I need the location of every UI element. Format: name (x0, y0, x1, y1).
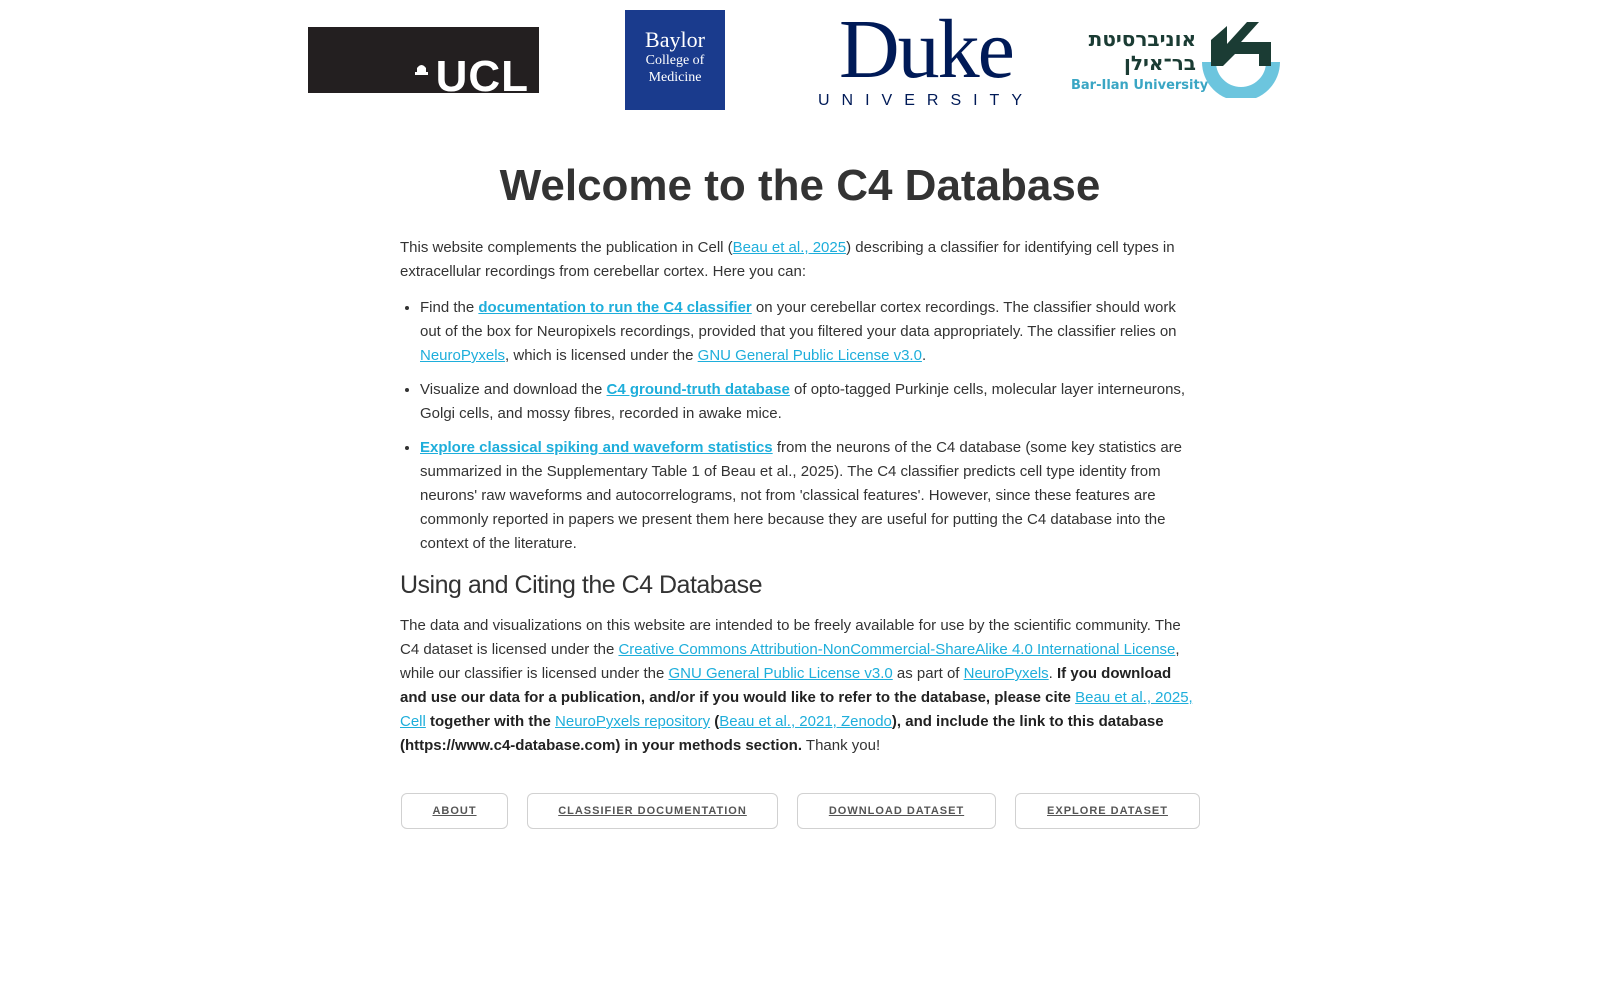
neuropyxels-link[interactable]: NeuroPyxels (420, 347, 506, 364)
thank-you-text: Thank you! (802, 737, 881, 754)
baylor-logo (625, 10, 725, 110)
item-text: . (921, 347, 927, 364)
citing-text: The data and visualizations on this website are intended to be freely available for use by the scientific community. The C4 dataset is licensed under the (400, 617, 1181, 658)
neuropyxels-repository-link[interactable]: NeuroPyxels repository (555, 713, 711, 730)
gpl-license-link[interactable]: GNU General Public License v3.0 (697, 347, 922, 364)
list-item (420, 296, 1200, 368)
list-item (420, 436, 1200, 556)
about-button[interactable]: ABOUT (401, 793, 508, 829)
dome-icon (415, 62, 428, 75)
citing-bold-text: ), and include the link to this database (https://www.c4-database.com) in your methods section. (400, 713, 1164, 754)
bar-ilan-emblem-icon (1201, 18, 1281, 98)
gpl-license-link-2[interactable]: GNU General Public License v3.0 (668, 665, 893, 682)
citing-bold-text: together with the (425, 713, 556, 730)
download-dataset-button[interactable]: DOWNLOAD DATASET (797, 793, 996, 829)
citing-bold-text: If you download and use our data for a publication, and/or if you would like to refer to the database, please cite (400, 665, 1172, 706)
citing-text: as part of (892, 665, 964, 682)
duke-logo (812, 3, 1040, 113)
baylor-logo-line2: College of (645, 53, 705, 68)
bar-ilan-english: Bar-Ilan University (1071, 78, 1209, 93)
item-text: , which is licensed under the (505, 347, 698, 364)
explore-statistics-link[interactable]: Explore classical spiking and waveform statistics (420, 439, 773, 456)
ucl-logo-text: UCL (435, 52, 529, 101)
logo-bar (0, 0, 1600, 120)
classifier-docs-link[interactable]: documentation to run the C4 classifier (478, 299, 752, 316)
citing-bold-text: ( (710, 713, 720, 730)
citing-text: , while our classifier is licensed under the (400, 641, 1180, 682)
intro-text-post: ) describing a classifier for identifying cell types in extracellular recordings from cerebellar cortex. Here you can: (400, 239, 1175, 280)
list-item (420, 378, 1200, 426)
citing-paragraph (400, 614, 1200, 758)
cell-paper-link[interactable]: Beau et al., 2025, Cell (400, 689, 1193, 730)
item-text: Visualize and download the (420, 381, 607, 398)
cc-license-link[interactable]: Creative Commons Attribution-NonCommercial-ShareAlike 4.0 International License (618, 641, 1176, 658)
citing-text: . (1048, 665, 1058, 682)
item-text: Find the (420, 299, 479, 316)
intro-text-pre: This website complements the publication in Cell ( (400, 239, 733, 256)
nav-button-row (0, 793, 1600, 833)
classifier-documentation-button[interactable]: CLASSIFIER DOCUMENTATION (527, 793, 778, 829)
bar-ilan-logo (1071, 18, 1281, 98)
ucl-logo (308, 27, 539, 101)
feature-list (400, 296, 1200, 556)
ground-truth-database-link[interactable]: C4 ground-truth database (606, 381, 790, 398)
main-content (400, 236, 1200, 758)
item-text: of opto-tagged Purkinje cells, molecular layer interneurons, Golgi cells, and mossy fibres, recorded in awake mice. (420, 381, 1186, 422)
bar-ilan-hebrew-line1: אוניברסיטת (1088, 27, 1196, 51)
explore-dataset-button[interactable]: EXPLORE DATASET (1015, 793, 1200, 829)
page-title: Welcome to the C4 Database (499, 161, 1101, 210)
item-text: on your cerebellar cortex recordings. The classifier should work out of the box for Neuropixels recordings, provided that you filtered your data appropriately. The classifier relies on (420, 299, 1177, 340)
bar-ilan-hebrew-line2: בר־אילן (1124, 51, 1196, 75)
duke-logo-wordmark: Duke (839, 3, 1013, 96)
duke-logo-university: UNIVERSITY (817, 92, 1034, 109)
intro-paragraph (400, 236, 1200, 284)
citing-heading: Using and Citing the C4 Database (400, 571, 763, 599)
neuropyxels-link-2[interactable]: NeuroPyxels (963, 665, 1049, 682)
publication-link[interactable]: Beau et al., 2025 (732, 239, 847, 256)
item-text: from the neurons of the C4 database (some key statistics are summarized in the Supplementary Table 1 of Beau et al., 2025). The C4 classifier predicts cell type identity from neurons' raw waveforms and autocorrelograms, not from 'classical features'. However, since these features are commonly reported in papers we present them here because they are useful for putting the C4 database into the context of the literature. (420, 439, 1183, 552)
baylor-logo-line3: Medicine (648, 70, 702, 85)
zenodo-link[interactable]: Beau et al., 2021, Zenodo (719, 713, 892, 730)
baylor-logo-line1: Baylor (645, 27, 705, 52)
